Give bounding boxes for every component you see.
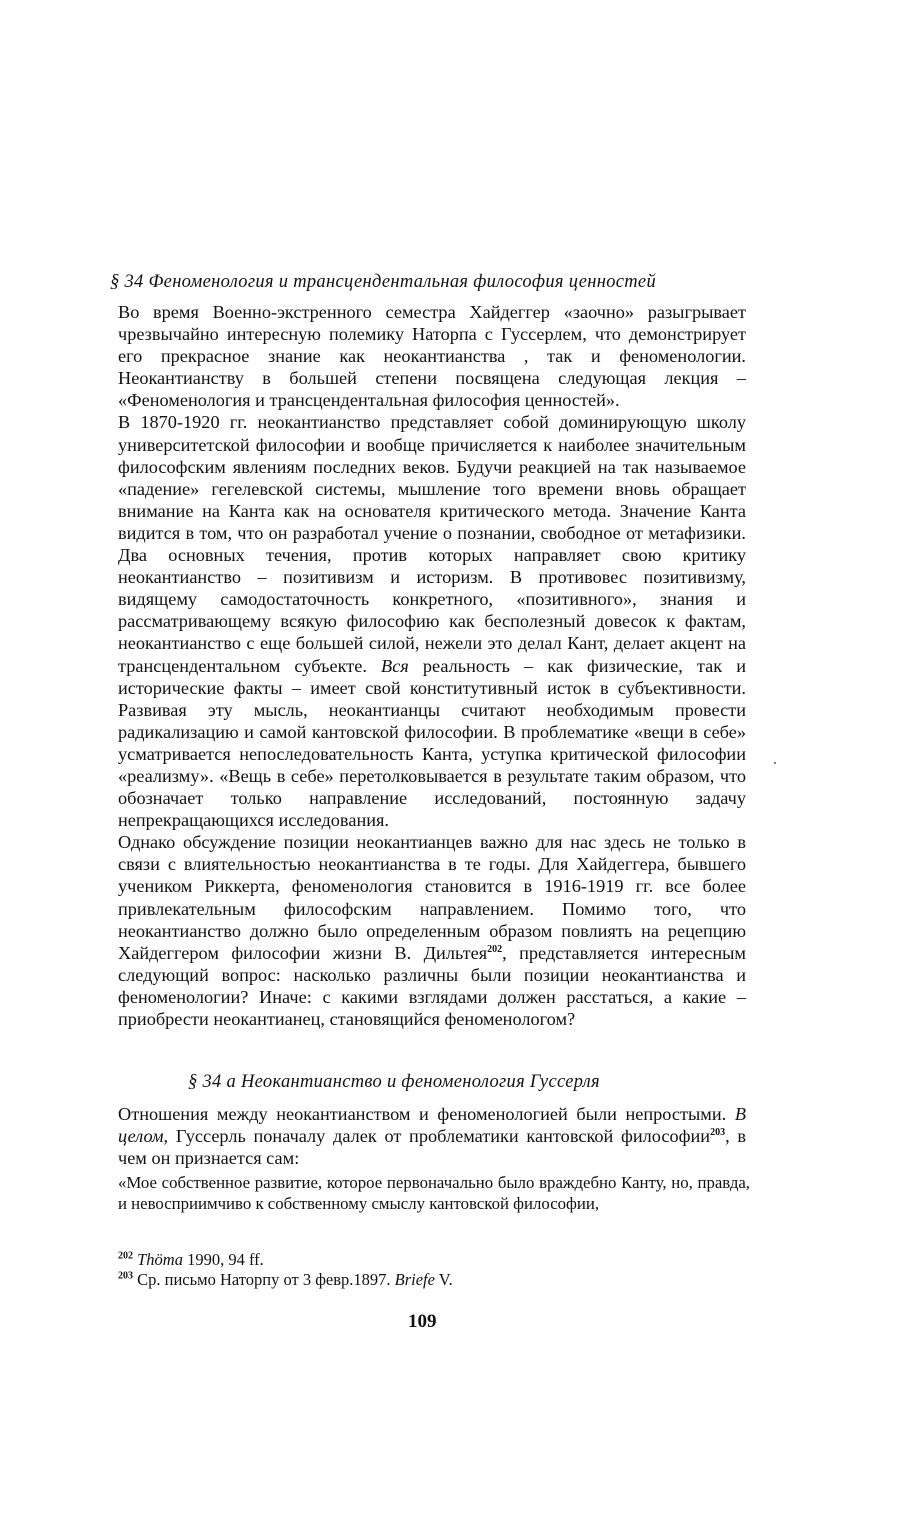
paragraph-2-emphasis: Вся (381, 655, 409, 676)
block-quote: «Мое собственное развитие, которое первоначально было враждебно Канту, но, правда, и невосприимчиво к собственному смыслу кантовской философии, (118, 1173, 750, 1213)
footnote-number: 203 (118, 1270, 133, 1282)
paragraph-3-part-b: , представляется интересным следующий вопрос: насколько различны были позиции неокантианства и феноменологии? Иначе: с какими взглядами должен расстаться, а какие – приобрести неокантианец, становящийся феноменологом? (118, 942, 746, 1029)
text-block-34a (118, 1103, 746, 1169)
footnote-number: 202 (118, 1250, 133, 1262)
paragraph-3 (118, 831, 746, 1030)
scan-speck (774, 762, 776, 764)
paragraph-4-part-a: Отношения между неокантианством и феноменологией были непростыми. (118, 1104, 735, 1124)
footnote-pre: Ср. письмо Наторпу от 3 февр.1897. (137, 1270, 395, 1289)
footnote-text: 1990, 94 ff. (182, 1250, 264, 1269)
footnote-202 (118, 1250, 453, 1270)
section-heading-34a: § 34 а Неокантианство и феноменология Гуссерля (188, 1072, 600, 1092)
text-block-main (118, 301, 746, 1030)
paragraph-1: Во время Военно-экстренного семестра Хайдеггер «заочно» разыгрывает чрезвычайно интересную полемику Наторпа с Гуссерлем, что демонстрирует его прекрасное знание как неокантианства , так и феноменологии. Неокантианству в большей степени посвящена следующая лекция – «Феноменология и трансцендентальная философия ценностей». (118, 302, 746, 411)
paragraph-4-emphasis: В целом, (118, 1104, 746, 1147)
page-number: 109 (408, 1311, 437, 1332)
paragraph-2-part-a: В 1870-1920 гг. неокантианство представляет собой доминирующую школу университетской философии и вообще причисляется к наиболее значительным философским явлениям последних веков. Будучи реакцией на так называемое «падение» гегелевской системы, мышление того времени вновь обращает внимание на Канта как на основателя критического метода. Значение Канта видится в том, что он разработал учение о познании, свободное от метафизики. Два основных течения, против которых направляет свою критику неокантианство – позитивизм и историзм. В противовес позитивизму, видящему самодостаточность конкретного, «позитивного», знания и рассматривающему всякую философию как бесполезный довесок к фактам, неокантианство с еще большей силой, нежели это делал Кант, делает акцент на трансцендентальном субъекте. (118, 412, 746, 676)
paragraph-2 (118, 411, 746, 831)
paragraph-3-part-a: Однако обсуждение позиции неокантианцев важно для нас здесь не только в связи с влиятельностью неокантианства в те годы. Для Хайдеггера, бывшего учеником Риккерта, феноменология становится в 1916-1919 гг. все более привлекательным философским направлением. Помимо того, что неокантианство должно было определенным образом повлиять на рецепцию Хайдеггером философии жизни В. Дильтея (118, 832, 746, 963)
paragraph-4-part-b: Гуссерль поначалу далек от проблематики кантовской философии (168, 1126, 711, 1147)
footnote-author: Thöma (137, 1250, 183, 1269)
paragraph-4 (118, 1103, 746, 1169)
footnote-203 (118, 1270, 453, 1290)
paragraph-4-part-c: , в чем он признается сам: (118, 1126, 746, 1169)
footnote-ref-203[interactable]: 203 (710, 1127, 726, 1138)
footnote-ref-202[interactable]: 202 (487, 943, 503, 955)
footnote-text: V. (434, 1270, 453, 1289)
footnotes (118, 1250, 453, 1290)
section-heading-34: § 34 Феноменология и трансцендентальная философия ценностей (110, 272, 656, 292)
paragraph-2-part-b: реальность – как физические, так и исторические факты – имеет свой конститутивный исток в субъективности. Развивая эту мысль, неокантианцы считают необходимым провести радикализацию и самой кантовской философии. В проблематике «вещи в себе» усматривается непоследовательность Канта, уступка критической философии «реализму». «Вещь в себе» перетолковывается в результате таким образом, что обозначает только направление исследований, постоянную задачу непрекращающихся исследования. (118, 655, 746, 831)
footnote-title: Briefe (394, 1270, 435, 1289)
